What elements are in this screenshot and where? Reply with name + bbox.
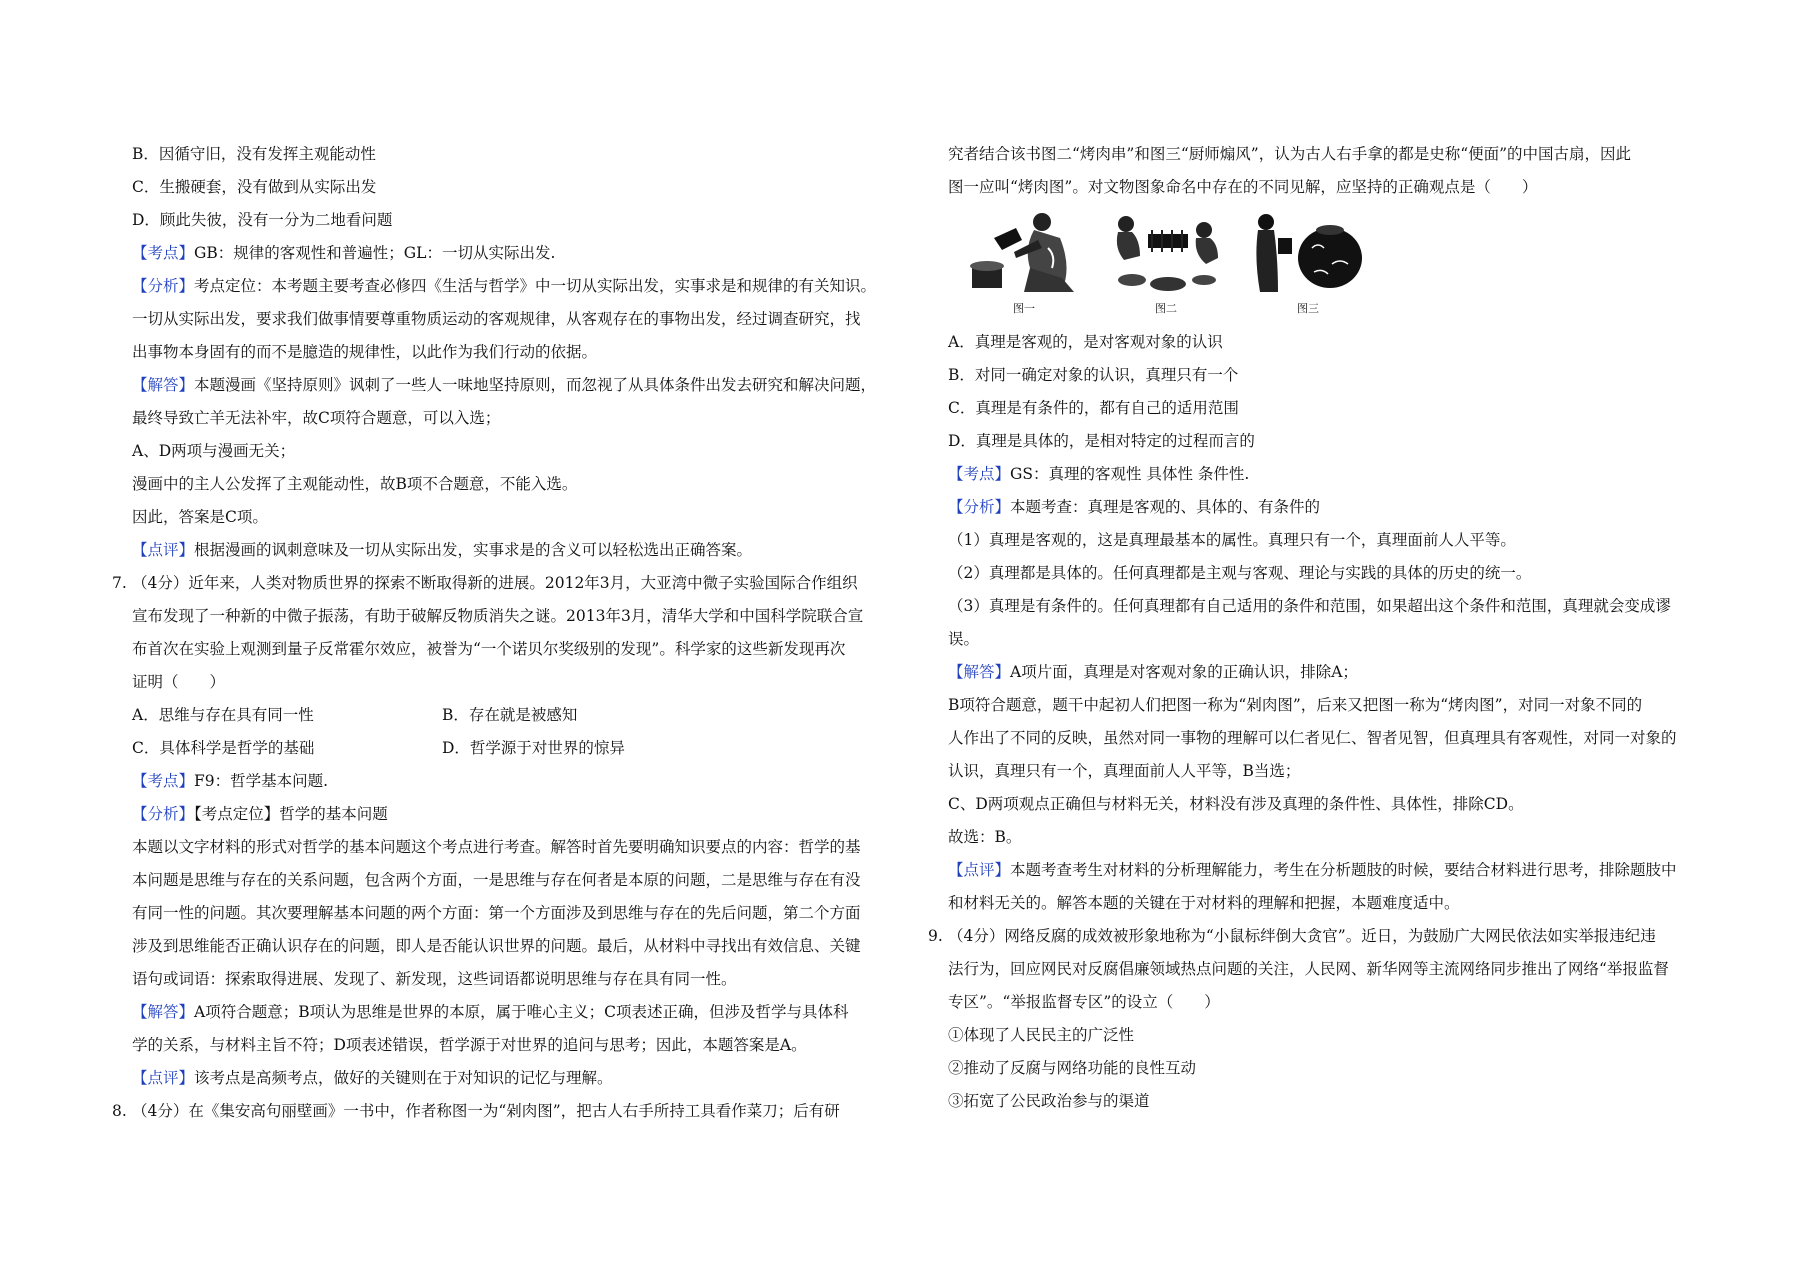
fenxi-block — [112, 270, 912, 303]
fenxi-line: （1）真理是客观的，这是真理最基本的属性。真理只有一个，真理面前人人平等。 — [948, 531, 1516, 549]
option-d: D．哲学源于对世界的惊异 — [442, 739, 625, 757]
question-9-line: 9. （4分）网络反腐的成效被形象地称为“小鼠标绊倒大贪官”。近日，为鼓励广大网民依法如实举报违纪违 — [928, 920, 1724, 953]
jieda-tag: 【解答】 — [132, 376, 195, 394]
mural-figure-1-image — [964, 208, 1084, 300]
dianping-line: 和材料无关的。解答本题的关键在于对材料的理解和把握，本题难度适中。 — [948, 894, 1460, 912]
kaodian-tag: 【考点】 — [132, 772, 195, 790]
option-c: C．真理是有条件的，都有自己的适用范围 — [948, 399, 1239, 417]
dianping-block: 【点评】该考点是高频考点，做好的关键则在于对知识的记忆与理解。 — [132, 1069, 613, 1087]
kaodian-block: 【考点】F9：哲学基本问题. — [132, 772, 329, 790]
jieda-line: 故选：B。 — [948, 828, 1022, 846]
dianping-block: 【点评】本题考查考生对材料的分析理解能力，考生在分析题肢的时候，要结合材料进行思考，排除题肢中 — [948, 861, 1677, 879]
jieda-line: 人作出了不同的反映，虽然对同一事物的理解可以仁者见仁、智者见智，但真理具有客观性，对同一对象的 — [948, 729, 1677, 747]
figure-1 — [964, 208, 1084, 316]
jieda-line: A、D两项与漫画无关； — [132, 442, 296, 460]
question-7-options-row — [112, 699, 912, 732]
figure-2 — [1106, 208, 1226, 316]
kaodian-block — [112, 237, 912, 270]
dianping-tag: 【点评】 — [132, 1069, 195, 1087]
jieda-line: 认识，真理只有一个，真理面前人人平等，B当选； — [948, 762, 1301, 780]
option-a: A．真理是客观的，是对客观对象的认识 — [948, 333, 1223, 351]
option-b: B．对同一确定对象的认识，真理只有一个 — [948, 366, 1239, 384]
jieda-block: 【解答】A项片面，真理是对客观对象的正确认识，排除A； — [948, 663, 1358, 681]
kaodian-text: GB：规律的客观性和普遍性；GL：一切从实际出发. — [194, 244, 556, 262]
statement-2: ②推动了反腐与网络功能的良性互动 — [948, 1059, 1197, 1077]
fenxi-line: （2）真理都是具体的。任何真理都是主观与客观、理论与实践的具体的历史的统一。 — [948, 564, 1532, 582]
fenxi-line: 出事物本身固有的而不是臆造的规律性，以此作为我们行动的依据。 — [132, 343, 598, 361]
question-number: 9. — [928, 927, 943, 945]
jieda-tag: 【解答】 — [948, 663, 1011, 681]
question-7-line: 布首次在实验上观测到量子反常霍尔效应，被誉为“一个诺贝尔奖级别的发现”。科学家的这些新发现再次 — [132, 640, 846, 658]
option-b: B．存在就是被感知 — [442, 706, 578, 724]
fenxi-line: 一切从实际出发，要求我们做事情要尊重物质运动的客观规律，从客观存在的事物出发，经过调查研究，找 — [132, 310, 861, 328]
question-9-line: 法行为，回应网民对反腐倡廉领域热点问题的关注，人民网、新华网等主流网络同步推出了网络“举报监督 — [948, 960, 1669, 978]
fenxi-tag: 【分析】 — [948, 498, 1011, 516]
question-7-line: 宣布发现了一种新的中微子振荡，有助于破解反物质消失之谜。2013年3月，清华大学和中国科学院联合宣 — [132, 607, 864, 625]
question-7-line: 7. （4分）近年来，人类对物质世界的探索不断取得新的进展。2012年3月，大亚湾中微子实验国际合作组织 — [112, 567, 912, 600]
jieda-block: 【解答】A项符合题意；B项认为思维是世界的本原，属于唯心主义；C项表述正确，但涉及哲学与具体科 — [132, 1003, 849, 1021]
fenxi-line: 误。 — [948, 630, 980, 648]
jieda-line: 最终导致亡羊无法补牢，故C项符合题意，可以入选； — [132, 409, 501, 427]
question-9-line: 专区”。“举报监督专区”的设立（ ） — [948, 993, 1220, 1011]
question-7-line: 证明（ ） — [132, 673, 226, 691]
fenxi-line: （3）真理是有条件的。任何真理都有自己适用的条件和范围，如果超出这个条件和范围，真理就会变成谬 — [948, 597, 1671, 615]
option-b: B．因循守旧，没有发挥主观能动性 — [132, 145, 376, 163]
fenxi-line: 考点定位：本考题主要考查必修四《生活与哲学》中一切从实际出发，实事求是和规律的有关知识。 — [194, 277, 877, 295]
kaodian-tag: 【考点】 — [948, 465, 1011, 483]
fenxi-line: 本题以文字材料的形式对哲学的基本问题这个考点进行考查。解答时首先要明确知识要点的内容：哲学的基 — [132, 838, 861, 856]
mural-figure-3-image — [1248, 208, 1368, 300]
jieda-line: 学的关系，与材料主旨不符；D项表述错误，哲学源于对世界的追问与思考；因此，本题答案是A。 — [132, 1036, 807, 1054]
statement-3: ③拓宽了公民政治参与的渠道 — [948, 1092, 1150, 1110]
jieda-line: 漫画中的主人公发挥了主观能动性，故B项不合题意，不能入选。 — [132, 475, 578, 493]
option-d: D．真理是具体的，是相对特定的过程而言的 — [948, 432, 1255, 450]
question-8-line: 图一应叫“烤肉图”。对文物图象命名中存在的不同见解，应坚持的正确观点是（ ） — [948, 178, 1538, 196]
jieda-block — [112, 369, 912, 402]
fenxi-tag: 【分析】 — [132, 805, 195, 823]
jieda-line: 本题漫画《坚持原则》讽刺了一些人一味地坚持原则，而忽视了从具体条件出发去研究和解决问题， — [194, 376, 877, 394]
option-d: D．顾此失彼，没有一分为二地看问题 — [132, 211, 393, 229]
jieda-line: B项符合题意，题干中起初人们把图一称为“剁肉图”，后来又把图一称为“烤肉图”，对同一对象不同的 — [948, 696, 1643, 714]
fenxi-line: 语句或词语：探索取得进展、发现了、新发现，这些词语都说明思维与存在具有同一性。 — [132, 970, 737, 988]
dianping-tag: 【点评】 — [948, 861, 1011, 879]
figure-caption: 图一 — [1013, 302, 1035, 315]
dianping-text: 根据漫画的讽刺意味及一切从实际出发，实事求是的含义可以轻松选出正确答案。 — [194, 541, 753, 559]
figure-3 — [1248, 208, 1368, 316]
option-c: C．具体科学是哲学的基础 — [132, 739, 315, 757]
question-number: 8. — [112, 1102, 127, 1120]
jieda-line: 因此，答案是C项。 — [132, 508, 268, 526]
right-column — [928, 138, 1724, 1118]
statement-1: ①体现了人民民主的广泛性 — [948, 1026, 1135, 1044]
fenxi-block: 【分析】【考点定位】哲学的基本问题 — [132, 805, 388, 823]
option-c: C．生搬硬套，没有做到从实际出发 — [132, 178, 377, 196]
fenxi-tag: 【分析】 — [132, 277, 195, 295]
fenxi-line: 涉及到思维能否正确认识存在的问题，即人是否能认识世界的问题。最后，从材料中寻找出有效信息、关键 — [132, 937, 861, 955]
question-8-line: 究者结合该书图二“烤肉串”和图三“厨师煽风”，认为古人右手拿的都是史称“便面”的中国古扇，因此 — [948, 145, 1632, 163]
fenxi-line: 本问题是思维与存在的关系问题，包含两个方面，一是思维与存在何者是本原的问题，二是思维与存在有没 — [132, 871, 861, 889]
question-7-options-row — [112, 732, 912, 765]
jieda-line: C、D两项观点正确但与材料无关，材料没有涉及真理的条件性、具体性，排除CD。 — [948, 795, 1524, 813]
figure-caption: 图二 — [1155, 302, 1177, 315]
figure-caption: 图三 — [1297, 302, 1319, 315]
kaodian-tag: 【考点】 — [132, 244, 195, 262]
kaodian-block: 【考点】GS：真理的客观性 具体性 条件性. — [948, 465, 1250, 483]
mural-figures — [948, 204, 1724, 316]
fenxi-block: 【分析】本题考查：真理是客观的、具体的、有条件的 — [948, 498, 1321, 516]
dianping-block — [112, 534, 912, 567]
mural-figure-2-image — [1106, 208, 1226, 300]
fenxi-line: 有同一性的问题。其次要理解基本问题的两个方面：第一个方面涉及到思维与存在的先后问题，第二个方面 — [132, 904, 861, 922]
question-8-line: 8. （4分）在《集安高句丽壁画》一书中，作者称图一为“剁肉图”，把古人右手所持工具看作菜刀；后有研 — [112, 1095, 912, 1128]
left-column — [112, 138, 912, 1128]
question-number: 7. — [112, 574, 127, 592]
jieda-tag: 【解答】 — [132, 1003, 195, 1021]
option-a: A．思维与存在具有同一性 — [132, 706, 314, 724]
dianping-tag: 【点评】 — [132, 541, 195, 559]
